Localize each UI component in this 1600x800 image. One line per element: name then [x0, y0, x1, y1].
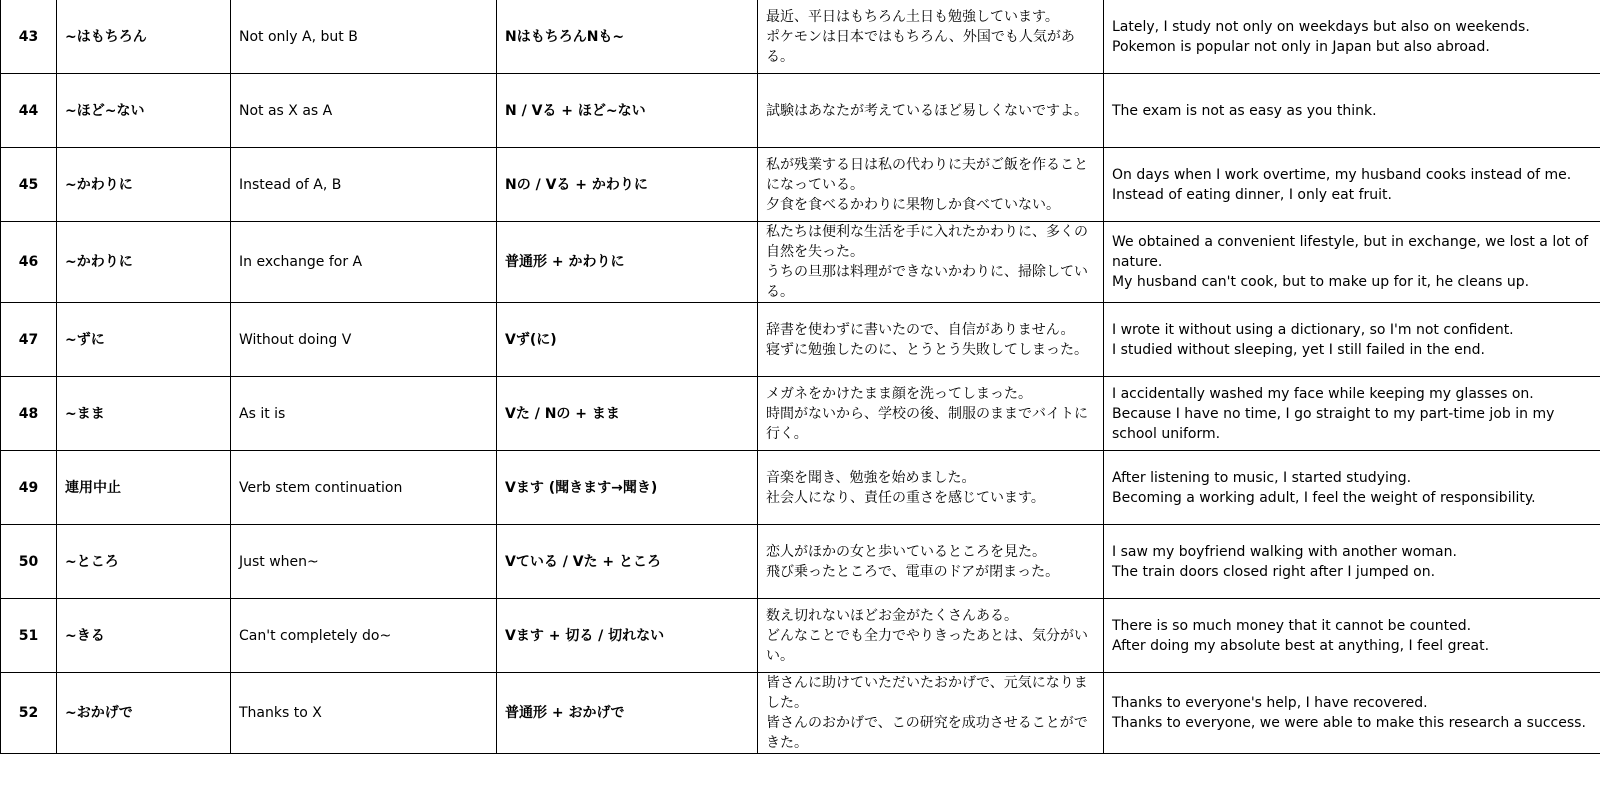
- english-translations: [1104, 673, 1600, 754]
- pattern-form: 普通形 + おかげで: [497, 673, 758, 754]
- japanese-example-sentence: 夕食を食べるかわりに果物しか食べていない。: [766, 196, 1060, 213]
- grammar-pattern: ~かわりに: [57, 148, 231, 222]
- grammar-pattern: 連用中止: [57, 451, 231, 525]
- japanese-examples: [758, 451, 1104, 525]
- row-number: 51: [1, 599, 57, 673]
- english-translation-sentence: On days when I work overtime, my husband cooks instead of me.: [1112, 166, 1572, 183]
- english-translation-sentence: We obtained a convenient lifestyle, but in exchange, we lost a lot of nature.: [1112, 234, 1589, 270]
- english-translation-sentence: Because I have no time, I go straight to my part-time job in my school uniform.: [1112, 405, 1555, 442]
- row-number: 45: [1, 148, 57, 222]
- row-number: 43: [1, 0, 57, 74]
- pattern-meaning: Not as X as A: [231, 74, 497, 148]
- english-translations: [1104, 74, 1600, 148]
- row-number: 50: [1, 525, 57, 599]
- japanese-examples: [758, 303, 1104, 377]
- japanese-examples: [758, 222, 1104, 303]
- pattern-meaning: As it is: [231, 377, 497, 451]
- japanese-examples: [758, 74, 1104, 148]
- english-translations: [1104, 377, 1600, 451]
- row-number: 46: [1, 222, 57, 303]
- english-translation-sentence: I saw my boyfriend walking with another woman.: [1112, 543, 1457, 560]
- table-row: [1, 74, 1600, 148]
- grammar-pattern: ~ほど~ない: [57, 74, 231, 148]
- pattern-meaning: In exchange for A: [231, 222, 497, 303]
- english-translation-sentence: After listening to music, I started studying.: [1112, 469, 1412, 486]
- table-row: [1, 222, 1600, 303]
- english-translation-sentence: The exam is not as easy as you think.: [1112, 102, 1377, 119]
- japanese-examples: [758, 525, 1104, 599]
- table-row: [1, 599, 1600, 673]
- grammar-pattern: ~おかげで: [57, 673, 231, 754]
- table-row: [1, 0, 1600, 74]
- pattern-meaning: Thanks to X: [231, 673, 497, 754]
- pattern-form: N / Vる + ほど~ない: [497, 74, 758, 148]
- english-translation-sentence: Pokemon is popular not only in Japan but also abroad.: [1112, 38, 1490, 55]
- english-translation-sentence: Instead of eating dinner, I only eat fruit.: [1112, 186, 1392, 203]
- english-translations: [1104, 303, 1600, 377]
- pattern-form: NはもちろんNも~: [497, 0, 758, 74]
- english-translations: [1104, 525, 1600, 599]
- grammar-pattern: ~ずに: [57, 303, 231, 377]
- english-translation-sentence: Becoming a working adult, I feel the weight of responsibility.: [1112, 489, 1536, 506]
- english-translation-sentence: The train doors closed right after I jumped on.: [1112, 563, 1436, 580]
- row-number: 52: [1, 673, 57, 754]
- japanese-example-sentence: 私が残業する日は私の代わりに夫がご飯を作ることになっている。: [766, 156, 1088, 193]
- english-translation-sentence: After doing my absolute best at anything, I feel great.: [1112, 637, 1490, 654]
- pattern-form: Vます (聞きます→聞き): [497, 451, 758, 525]
- japanese-examples: [758, 599, 1104, 673]
- grammar-pattern: ~きる: [57, 599, 231, 673]
- grammar-table-body: [1, 0, 1600, 754]
- japanese-example-sentence: 社会人になり、責任の重さを感じています。: [766, 489, 1045, 506]
- pattern-form: 普通形 + かわりに: [497, 222, 758, 303]
- japanese-example-sentence: ポケモンは日本ではもちろん、外国でも人気がある。: [766, 28, 1075, 65]
- pattern-form: Vた / Nの + まま: [497, 377, 758, 451]
- english-translation-sentence: Thanks to everyone, we were able to make this research a success.: [1112, 715, 1586, 731]
- english-translations: [1104, 451, 1600, 525]
- pattern-meaning: Without doing V: [231, 303, 497, 377]
- english-translation-sentence: There is so much money that it cannot be counted.: [1112, 617, 1472, 634]
- table-row: [1, 148, 1600, 222]
- japanese-example-sentence: 皆さんに助けていただいたおかげで、元気になりました。: [766, 675, 1088, 711]
- pattern-form: Vず(に): [497, 303, 758, 377]
- japanese-examples: [758, 0, 1104, 74]
- pattern-meaning: Can't completely do~: [231, 599, 497, 673]
- pattern-form: Nの / Vる + かわりに: [497, 148, 758, 222]
- japanese-examples: [758, 377, 1104, 451]
- table-row: [1, 673, 1600, 754]
- english-translation-sentence: I studied without sleeping, yet I still failed in the end.: [1112, 341, 1485, 358]
- english-translations: [1104, 599, 1600, 673]
- japanese-example-sentence: メガネをかけたまま顔を洗ってしまった。: [766, 385, 1032, 402]
- japanese-example-sentence: 寝ずに勉強したのに、とうとう失敗してしまった。: [766, 341, 1088, 358]
- japanese-example-sentence: 数え切れないほどお金がたくさんある。: [766, 607, 1018, 624]
- japanese-example-sentence: 私たちは便利な生活を手に入れたかわりに、多くの自然を失った。: [766, 224, 1088, 260]
- english-translation-sentence: My husband can't cook, but to make up for it, he cleans up.: [1112, 274, 1530, 290]
- row-number: 44: [1, 74, 57, 148]
- japanese-example-sentence: 辞書を使わずに書いたので、自信がありません。: [766, 321, 1075, 338]
- english-translation-sentence: I accidentally washed my face while keeping my glasses on.: [1112, 385, 1534, 402]
- japanese-example-sentence: 飛び乗ったところで、電車のドアが閉まった。: [766, 563, 1060, 580]
- row-number: 49: [1, 451, 57, 525]
- grammar-pattern: ~かわりに: [57, 222, 231, 303]
- grammar-pattern: ~ところ: [57, 525, 231, 599]
- japanese-example-sentence: どんなことでも全力でやりきったあとは、気分がいい。: [766, 627, 1088, 664]
- table-row: [1, 303, 1600, 377]
- japanese-example-sentence: 試験はあなたが考えているほど易しくないですよ。: [766, 102, 1088, 119]
- japanese-example-sentence: 最近、平日はもちろん土日も勉強しています。: [766, 8, 1059, 25]
- grammar-pattern: ~まま: [57, 377, 231, 451]
- japanese-example-sentence: 時間がないから、学校の後、制服のままでバイトに行く。: [766, 405, 1088, 442]
- pattern-meaning: Verb stem continuation: [231, 451, 497, 525]
- table-row: [1, 451, 1600, 525]
- pattern-form: Vます + 切る / 切れない: [497, 599, 758, 673]
- pattern-meaning: Just when~: [231, 525, 497, 599]
- japanese-example-sentence: うちの旦那は料理ができないかわりに、掃除している。: [766, 264, 1088, 300]
- english-translation-sentence: I wrote it without using a dictionary, so I'm not confident.: [1112, 321, 1514, 338]
- pattern-meaning: Not only A, but B: [231, 0, 497, 74]
- grammar-pattern: ~はもちろん: [57, 0, 231, 74]
- pattern-form: Vている / Vた + ところ: [497, 525, 758, 599]
- table-row: [1, 377, 1600, 451]
- japanese-example-sentence: 恋人がほかの女と歩いているところを見た。: [766, 543, 1046, 560]
- japanese-examples: [758, 673, 1104, 754]
- english-translations: [1104, 222, 1600, 303]
- english-translations: [1104, 148, 1600, 222]
- table-row: [1, 525, 1600, 599]
- japanese-examples: [758, 148, 1104, 222]
- row-number: 48: [1, 377, 57, 451]
- pattern-meaning: Instead of A, B: [231, 148, 497, 222]
- japanese-example-sentence: 皆さんのおかげで、この研究を成功させることができた。: [766, 715, 1088, 751]
- english-translation-sentence: Thanks to everyone's help, I have recovered.: [1112, 695, 1428, 711]
- japanese-example-sentence: 音楽を聞き、勉強を始めました。: [766, 469, 976, 486]
- english-translations: [1104, 0, 1600, 74]
- row-number: 47: [1, 303, 57, 377]
- english-translation-sentence: Lately, I study not only on weekdays but also on weekends.: [1112, 18, 1530, 35]
